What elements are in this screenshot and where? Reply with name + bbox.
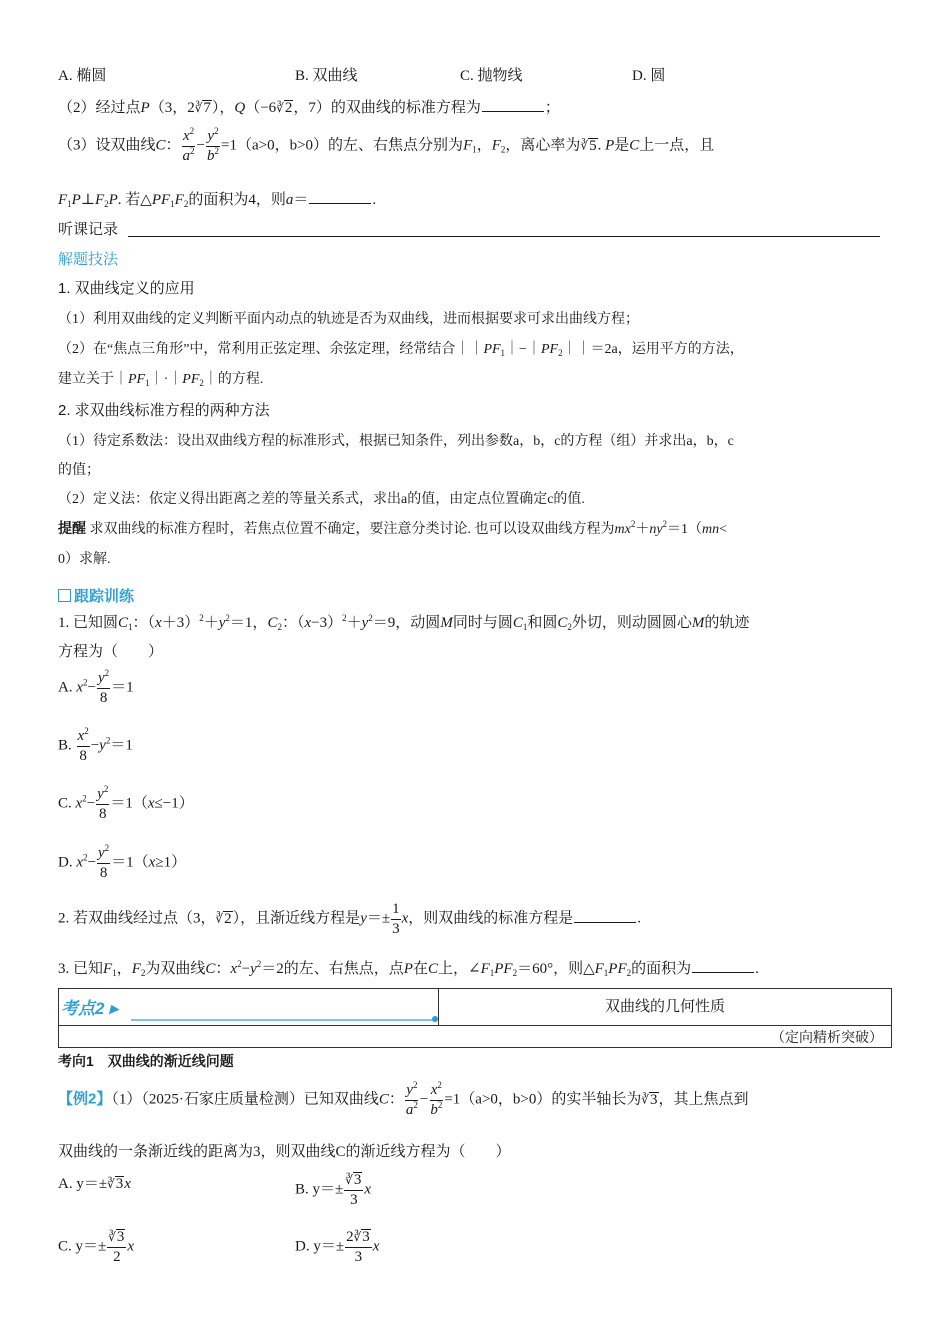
- option-c: C. 抛物线: [460, 68, 523, 84]
- badge-underline: [131, 1019, 437, 1021]
- ex2-line2: 双曲线的一条渐近线的距离为3，则双曲线C的渐近线方程为（ ）: [58, 1144, 511, 1160]
- answer-blank[interactable]: [482, 99, 544, 112]
- ex2-option-c[interactable]: C. y＝± $\frac{∛3}{2}$ x: [58, 1229, 135, 1265]
- ex2-option-b[interactable]: B. y＝± $\frac{∛3}{3}$ x: [295, 1172, 372, 1208]
- kaodian-box: [58, 988, 892, 1048]
- kaodian-badge: 考点2 ▸: [61, 999, 118, 1018]
- tip: 提醒 求双曲线的标准方程时，若焦点位置不确定，要注意分类讨论. 也可以设双曲线方程为$mx^2+ny^2=1(mn<$: [58, 519, 728, 537]
- t1-option-b[interactable]: B. $\frac{x^2}{8}$ $-y^2=1$: [58, 726, 133, 764]
- t2: 2. 若双曲线经过点（3，∛2），且渐近线方程是y＝± $\frac{1}{3}$ x，则双曲线的标准方程是 .: [58, 901, 642, 937]
- method-header: 解题技法: [58, 251, 119, 268]
- t1-option-c[interactable]: C. $x^2-$ $\frac{y^2}{8}$ ＝1（x≤−1）: [58, 784, 194, 822]
- notes-line[interactable]: [128, 236, 880, 237]
- m2-title: 2. 求双曲线标准方程的两种方法: [58, 402, 270, 419]
- box-separator: [59, 1025, 891, 1026]
- t1-stem: 1. 已知圆$C_1$：$(x+3)^2+y^2=1$，$C_2$：$(x-3)^2+y^2=9$，动圆M同时与圆$C_1$和圆$C_2$外切，则动圆圆心M的轨迹: [58, 613, 750, 632]
- tip-line2: 0）求解.: [58, 552, 111, 567]
- kaodian-subtitle: （定向精析突破）: [771, 1031, 883, 1046]
- t1-option-d[interactable]: D. $x^2-$ $\frac{y^2}{8}$ ＝1（x≥1）: [58, 843, 187, 881]
- m2-p1b: 的值；: [58, 463, 100, 478]
- t1-option-a[interactable]: A. $x^2-$ $\frac{y^2}{8}$ ＝1: [58, 668, 134, 706]
- listen-notes-label: 听课记录: [58, 221, 119, 238]
- t1-line2: 方程为（ ）: [58, 644, 164, 660]
- q2-line: （2）经过点P（3，2∛7），Q（−6∛2，7）的双曲线的标准方程为 ；: [58, 100, 560, 116]
- option-a: A. 椭圆: [58, 68, 107, 84]
- q3-line2: $F_1P\perp F_2P$. 若$\triangle PF_1F_2$的面积为4，则a＝ .: [58, 192, 377, 209]
- tip-label: 提醒: [58, 520, 86, 536]
- kaodian-title: 双曲线的几何性质: [604, 998, 725, 1015]
- option-b: B. 双曲线: [295, 68, 358, 84]
- ex2-option-a[interactable]: A. y＝±∛3x: [58, 1176, 131, 1192]
- m1-p2: （2）在“焦点三角形”中，常利用正弦定理、余弦定理，经常结合$||PF_1|-|PF_2||=2a$，运用平方的方法，: [58, 342, 744, 358]
- m1-p1: （1）利用双曲线的定义判断平面内动点的轨迹是否为双曲线，进而根据要求可求出曲线方程；: [58, 312, 639, 327]
- ex2-option-d[interactable]: D. y＝± $\frac{2∛3}{3}$ x: [295, 1229, 380, 1265]
- m1-p3: 建立关于$|PF_1|\cdot|PF_2|$的方程.: [58, 372, 264, 388]
- example-tag: 【例2】: [58, 1090, 112, 1108]
- kaoxiang-title: 考向1 双曲线的渐近线问题: [58, 1053, 234, 1069]
- checkbox-icon: [58, 589, 71, 602]
- option-d: D. 圆: [632, 68, 666, 84]
- m2-p2: （2）定义法：依定义得出距离之差的等量关系式，求出a的值，由定点位置确定c的值.: [58, 492, 585, 507]
- m1-title: 1. 双曲线定义的应用: [58, 280, 195, 297]
- answer-blank[interactable]: [309, 191, 371, 204]
- t3: 3. 已知$F_1$，$F_2$为双曲线C：$x^2-y^2=2$的左、右焦点，点P在C上，$\angle F_1PF_2=60^\circ$，则$\triangle F_1PF_2$的面积为 .: [58, 959, 759, 978]
- q3-line: （3）设双曲线C： $\frac{x^2}{a^2}$ − $\frac{y^2}{b^2}$ =1（a>0，b>0）的左、右焦点分别为$F_1$，$F_2$，离心率为∛5. P是C上一点，且: [58, 126, 715, 164]
- practice-header: 跟踪训练: [58, 585, 134, 606]
- ex2: 【例2】（1）（2025·石家庄质量检测）已知双曲线C： $\frac{y^2}{a^2}$ − $\frac{x^2}{b^2}$ =1（a>0，b>0）的实半轴长为∛3，其上焦点到: [58, 1080, 749, 1118]
- answer-blank[interactable]: [574, 910, 636, 923]
- m2-p1: （1）待定系数法：设出双曲线方程的标准形式，根据已知条件，列出参数a，b，c的方程（组）并求出a，b，c: [58, 434, 734, 449]
- q1-options: [58, 64, 666, 85]
- answer-blank[interactable]: [692, 960, 754, 973]
